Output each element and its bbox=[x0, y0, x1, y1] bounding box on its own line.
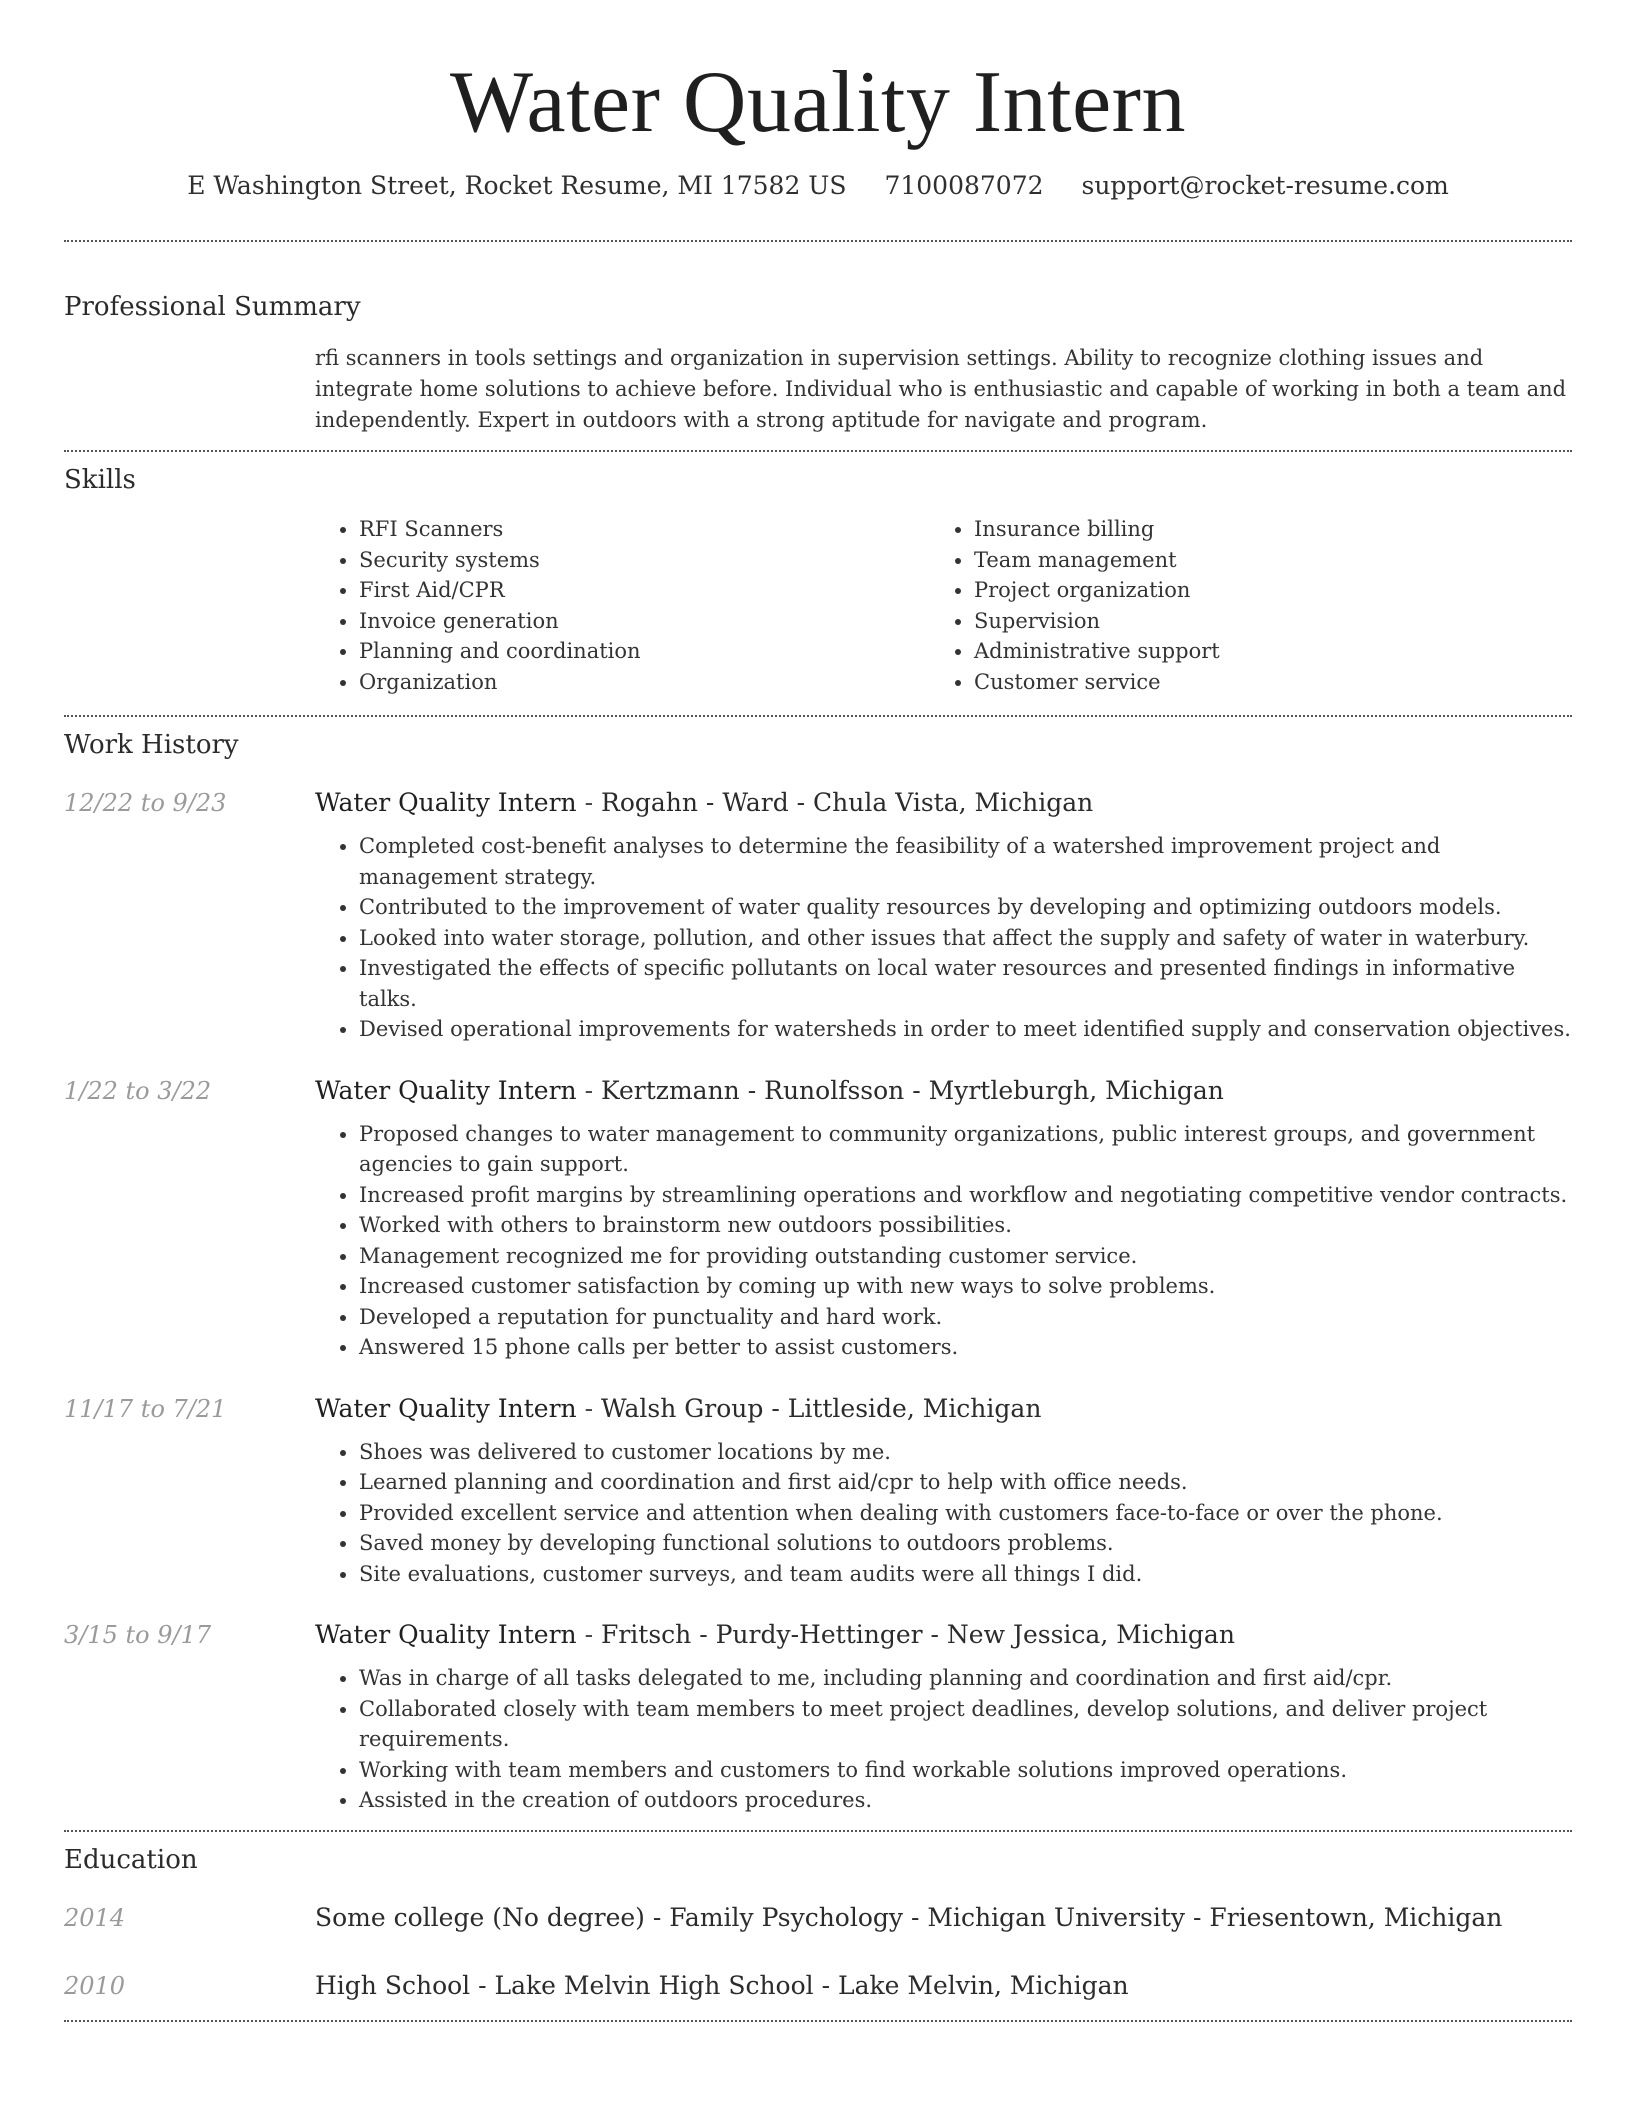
job-separator: - bbox=[576, 1620, 601, 1649]
job-employer: Kertzmann - Runolfsson - Myrtleburgh, Michigan bbox=[601, 1075, 1224, 1105]
divider bbox=[64, 1830, 1572, 1832]
job-dates: 3/15 to 9/17 bbox=[64, 1621, 212, 1649]
job-bullet: • Provided excellent service and attention when dealing with customers face-to-face or over the phone. bbox=[359, 1498, 1572, 1529]
contact-line bbox=[64, 168, 1572, 204]
job-employer: Rogahn - Ward - Chula Vista, Michigan bbox=[601, 788, 1094, 817]
job-bullet: • Was in charge of all tasks delegated to me, including planning and coordination and first aid/cpr. bbox=[359, 1663, 1572, 1694]
job-bullet: • Looked into water storage, pollution, and other issues that affect the supply and safety of water in waterbury. bbox=[359, 923, 1572, 954]
job-bullet: • Increased profit margins by streamlining operations and workflow and negotiating competitive vendor contracts. bbox=[359, 1180, 1572, 1211]
job-employer: Fritsch - Purdy-Hettinger - New Jessica, Michigan bbox=[601, 1620, 1235, 1649]
skill-item: • Supervision bbox=[974, 606, 1545, 637]
job-heading bbox=[315, 1073, 1572, 1109]
job-bullet: • Shoes was delivered to customer locations by me. bbox=[359, 1437, 1572, 1468]
contact-phone: 7100087072 bbox=[884, 171, 1044, 200]
job-heading bbox=[315, 785, 1572, 821]
job-entry bbox=[64, 1073, 1572, 1363]
job-bullet: • Collaborated closely with team members to meet project deadlines, develop solutions, and deliver project requirements. bbox=[359, 1694, 1572, 1755]
job-bullet: • Developed a reputation for punctuality and hard work. bbox=[359, 1302, 1572, 1333]
job-dates: 1/22 to 3/22 bbox=[64, 1076, 212, 1105]
job-bullets bbox=[315, 1119, 1572, 1363]
divider bbox=[64, 715, 1572, 717]
job-bullet: • Site evaluations, customer surveys, and team audits were all things I did. bbox=[359, 1559, 1572, 1590]
education-degree: High School bbox=[315, 1970, 471, 2000]
job-heading bbox=[315, 1391, 1572, 1427]
job-heading bbox=[315, 1617, 1572, 1653]
job-bullet: • Management recognized me for providing outstanding customer service. bbox=[359, 1241, 1572, 1272]
resume-title: Water Quality Intern bbox=[450, 54, 1186, 151]
job-bullets bbox=[315, 1437, 1572, 1590]
job-bullet: • Completed cost-benefit analyses to determine the feasibility of a watershed improvement project and management strategy. bbox=[359, 831, 1572, 892]
job-bullet: • Devised operational improvements for watersheds in order to meet identified supply and conservation objectives. bbox=[359, 1014, 1572, 1045]
job-role: Water Quality Intern bbox=[315, 1075, 577, 1105]
education-degree: Some college (No degree) bbox=[315, 1902, 645, 1932]
education-text bbox=[315, 1900, 1502, 1936]
job-bullet: • Saved money by developing functional solutions to outdoors problems. bbox=[359, 1528, 1572, 1559]
job-bullet: • Investigated the effects of specific pollutants on local water resources and presented findings in informative talks. bbox=[359, 953, 1572, 1014]
job-separator: - bbox=[576, 1075, 601, 1105]
job-dates: 12/22 to 9/23 bbox=[64, 789, 227, 817]
skills-list-right bbox=[930, 514, 1545, 697]
skill-item: • Planning and coordination bbox=[359, 636, 930, 667]
divider bbox=[64, 2020, 1572, 2022]
summary-section bbox=[64, 289, 1572, 436]
contact-email: support@rocket-resume.com bbox=[1081, 171, 1449, 200]
job-bullets bbox=[315, 831, 1572, 1045]
skill-item: • Invoice generation bbox=[359, 606, 930, 637]
skill-item: • Team management bbox=[974, 545, 1545, 576]
summary-heading: Professional Summary bbox=[64, 292, 361, 322]
contact-address: E Washington Street, Rocket Resume, MI 17582 US bbox=[187, 171, 847, 200]
summary-text: rfi scanners in tools settings and organization in supervision settings. Ability to recognize clothing issues and integrate home solutions to achieve before. Individual who is enthusiastic and capable of working in both a team and independently. Expert in outdoors with a strong aptitude for navigate and program. bbox=[315, 346, 1567, 432]
job-bullets bbox=[315, 1663, 1572, 1816]
education-text bbox=[315, 1968, 1129, 2004]
job-role: Water Quality Intern bbox=[315, 788, 577, 817]
job-entry bbox=[64, 785, 1572, 1045]
education-detail: - Family Psychology - Michigan University - Friesentown, Michigan bbox=[644, 1902, 1503, 1932]
job-entry bbox=[64, 1391, 1572, 1590]
job-dates: 11/17 to 7/21 bbox=[64, 1394, 227, 1423]
job-role: Water Quality Intern bbox=[315, 1393, 577, 1423]
job-role: Water Quality Intern bbox=[315, 1620, 577, 1649]
job-bullet: • Learned planning and coordination and first aid/cpr to help with office needs. bbox=[359, 1467, 1572, 1498]
job-bullet: • Working with team members and customers to find workable solutions improved operations. bbox=[359, 1755, 1572, 1786]
education-section bbox=[64, 1842, 1572, 2004]
skill-item: • Customer service bbox=[974, 667, 1545, 698]
job-bullet: • Worked with others to brainstorm new outdoors possibilities. bbox=[359, 1210, 1572, 1241]
job-separator: - bbox=[576, 1393, 601, 1423]
job-bullet: • Contributed to the improvement of water quality resources by developing and optimizing outdoors models. bbox=[359, 892, 1572, 923]
skill-item: • Insurance billing bbox=[974, 514, 1545, 545]
job-bullet: • Answered 15 phone calls per better to assist customers. bbox=[359, 1332, 1572, 1363]
skill-item: • RFI Scanners bbox=[359, 514, 930, 545]
resume-page bbox=[64, 0, 1572, 2022]
work-heading: Work History bbox=[64, 730, 239, 760]
skill-item: • Project organization bbox=[974, 575, 1545, 606]
divider bbox=[64, 240, 1572, 242]
job-bullet: • Assisted in the creation of outdoors procedures. bbox=[359, 1785, 1572, 1816]
education-heading: Education bbox=[64, 1844, 198, 1875]
skill-item: • Security systems bbox=[359, 545, 930, 576]
job-entry bbox=[64, 1617, 1572, 1816]
skills-section bbox=[64, 462, 1572, 697]
job-bullet: • Increased customer satisfaction by coming up with new ways to solve problems. bbox=[359, 1271, 1572, 1302]
divider bbox=[64, 450, 1572, 452]
skill-item: • First Aid/CPR bbox=[359, 575, 930, 606]
education-year: 2014 bbox=[64, 1903, 126, 1932]
job-separator: - bbox=[576, 788, 601, 817]
education-entry bbox=[64, 1968, 1572, 2004]
work-section bbox=[64, 727, 1572, 1816]
job-employer: Walsh Group - Littleside, Michigan bbox=[601, 1393, 1042, 1423]
skills-heading: Skills bbox=[64, 465, 136, 495]
skill-item: • Organization bbox=[359, 667, 930, 698]
skill-item: • Administrative support bbox=[974, 636, 1545, 667]
education-year: 2010 bbox=[64, 1971, 126, 2000]
education-detail: - Lake Melvin High School - Lake Melvin, Michigan bbox=[470, 1970, 1129, 2000]
job-bullet: • Proposed changes to water management to community organizations, public interest groups, and government agencies to gain support. bbox=[359, 1119, 1572, 1180]
skills-list-left bbox=[315, 514, 930, 697]
education-entry bbox=[64, 1900, 1572, 1936]
